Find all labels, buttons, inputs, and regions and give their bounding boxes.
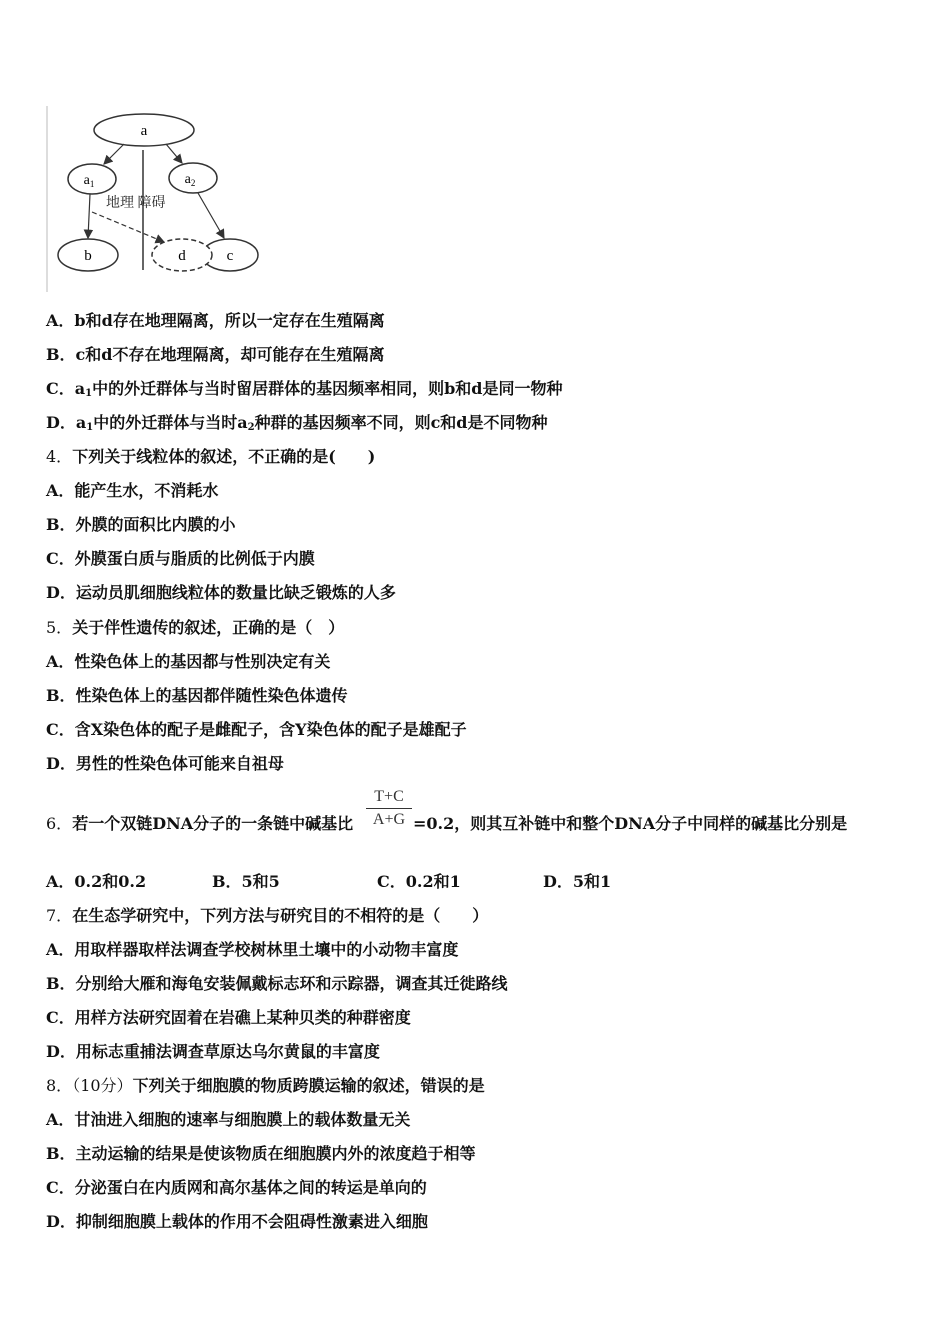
q6-stem-post: =0.2，则其互补链中和整个DNA分子中同样的碱基比分别是	[413, 814, 848, 833]
q4-option-b: B．外膜的面积比内膜的小	[46, 515, 236, 534]
q6-stem-pre: 6．若一个双链DNA分子的一条链中碱基比	[46, 814, 354, 833]
q5-option-b: B．性染色体上的基因都伴随性染色体遗传	[46, 686, 348, 705]
speciation-diagram	[44, 104, 274, 294]
node-a2-label: a	[184, 172, 191, 187]
q6-option-b: B．5和5	[212, 872, 280, 891]
q4-stem: 4．下列关于线粒体的叙述，不正确的是( )	[46, 447, 376, 466]
q8-option-a: A．甘油进入细胞的速率与细胞膜上的载体数量无关	[46, 1110, 411, 1129]
node-a1-subscript: 1	[89, 179, 95, 189]
q8-option-c: C．分泌蛋白在内质网和高尔基体之间的转运是单向的	[46, 1178, 427, 1197]
fraction-numerator: T+C	[366, 786, 412, 809]
node-d-label: d	[178, 248, 186, 264]
q5-option-a: A．性染色体上的基因都与性别决定有关	[46, 652, 331, 671]
q8-option-d: D．抑制细胞膜上载体的作用不会阻碍性激素进入细胞	[46, 1212, 428, 1231]
q8-stem: 8．（10分）下列关于细胞膜的物质跨膜运输的叙述，错误的是	[46, 1076, 485, 1095]
q3-option-c: C．$a_1$中的外迁群体与当时留居群体的基因频率相同，则b和d是同一物种	[46, 379, 563, 399]
q6-fraction	[366, 786, 412, 831]
q4-option-c: C．外膜蛋白质与脂质的比例低于内膜	[46, 549, 315, 568]
node-b-label: b	[84, 248, 92, 264]
arrow-a-to-a2	[166, 144, 182, 163]
barrier-label: 地理 障碍	[106, 196, 166, 211]
q7-stem: 7．在生态学研究中，下列方法与研究目的不相符的是（ ）	[46, 906, 489, 925]
q7-option-c: C．用样方法研究固着在岩礁上某种贝类的种群密度	[46, 1008, 411, 1027]
q7-option-d: D．用标志重捕法调查草原达乌尔黄鼠的丰富度	[46, 1042, 380, 1061]
q3-option-b: B．c和d不存在地理隔离，却可能存在生殖隔离	[46, 345, 385, 364]
q7-option-a: A．用取样器取样法调查学校树林里土壤中的小动物丰富度	[46, 940, 459, 959]
fraction-denominator: A+G	[372, 811, 406, 828]
q5-option-c: C．含X染色体的配子是雌配子，含Y染色体的配子是雄配子	[46, 720, 467, 739]
q6-option-a: A．0.2和0.2	[46, 872, 147, 891]
q3-option-d: D．$a_1$中的外迁群体与当时$a_2$种群的基因频率不同，则c和d是不同物种	[46, 413, 548, 433]
arrow-a1-to-b	[88, 194, 90, 238]
node-a2-subscript: 2	[190, 178, 196, 188]
arrow-a1-to-d-dashed	[92, 212, 164, 242]
arrow-a2-to-c	[198, 193, 224, 238]
q3-option-a: A．b和d存在地理隔离，所以一定存在生殖隔离	[46, 311, 385, 330]
q8-option-b: B．主动运输的结果是使该物质在细胞膜内外的浓度趋于相等	[46, 1144, 476, 1163]
node-a1-label: a	[83, 173, 90, 188]
q5-option-d: D．男性的性染色体可能来自祖母	[46, 754, 284, 773]
node-c-label: c	[226, 248, 234, 264]
q4-option-d: D．运动员肌细胞线粒体的数量比缺乏锻炼的人多	[46, 583, 396, 602]
q6-option-c: C．0.2和1	[377, 872, 461, 891]
node-a-label: a	[140, 123, 148, 139]
q5-stem: 5．关于伴性遗传的叙述，正确的是（ ）	[46, 618, 345, 637]
q6-option-d: D．5和1	[543, 872, 612, 891]
q7-option-b: B．分别给大雁和海龟安装佩戴标志环和示踪器，调查其迁徙路线	[46, 974, 508, 993]
arrow-a-to-a1	[104, 144, 124, 164]
q4-option-a: A．能产生水，不消耗水	[46, 481, 219, 500]
